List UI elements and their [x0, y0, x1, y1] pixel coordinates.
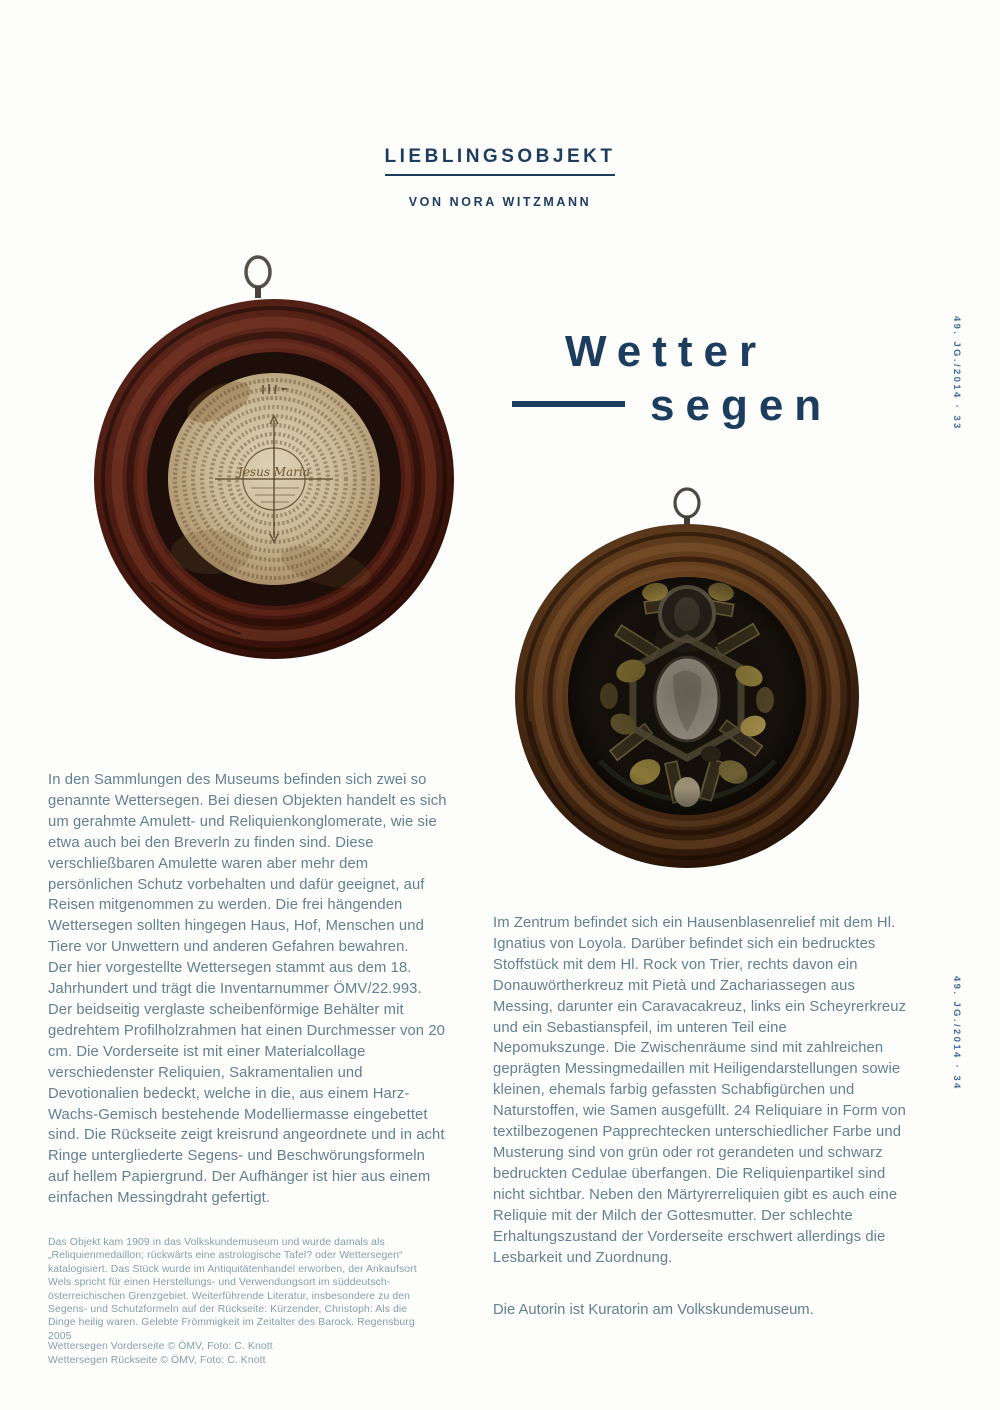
caption-back: Wettersegen Rückseite © ÖMV, Foto: C. Knott [48, 1354, 266, 1366]
paragraph: Im Zentrum befindet sich ein Hausenblasenrelief mit dem Hl. Ignatius von Loyola. Darüber befindet sich ein bedrucktes Stoffstück mit dem Hl. Rock von Trier, rechts davon ein Donauwörtherkreuz mit Pietà und Zachariassegen aus Messing, darunter ein Caravacakreuz, links ein Scheyrerkreuz und ein Sebastianspfeil, im unteren Teil eine Nepomukszunge. Die Zwischenräume sind mit zahlreichen geprägten Messingmedaillen mit Heiligendarstellungen sowie kleinen, ehemals farbig gefassten Schabfigürchen und Naturstoffen, wie Samen ausgefüllt. 24 Reliquiare in Form von textilbezogenen Papprechtecken unterschiedlicher Farbe und Musterung sind von grün oder rot gerandeten und schwarz bedruckten Cedulae überfangen. Die Reliquienpartikel sind nicht sichtbar. Neben den Märtyrerreliquien gibt es auch eine Reliquie mit der Milch der Gottesmutter. Der schlechte Erhaltungszustand der Vorderseite erschwert allerdings die Lesbarkeit und Zuordnung. [493, 915, 907, 1266]
page-marker-bottom: 49. JG./2014 · 34 [951, 976, 962, 1091]
right-column [493, 913, 907, 1268]
paper-disc-illustration [91, 252, 457, 664]
byline: VON NORA WITZMANN [408, 195, 592, 209]
photo-captions [48, 1340, 436, 1367]
wettersegen-paper-disc-photo [91, 252, 457, 669]
relic-collage-illustration [505, 486, 865, 886]
wettersegen-relic-collage-photo [505, 486, 865, 891]
paragraph: In den Sammlungen des Museums befinden sich zwei so genannte Wettersegen. Bei diesen Objekten handelt es sich um gerahmte Amulett- und Reliquienkonglomerate, wie sie etwa auch bei den Breverln zu finden sind. Diese verschließbaren Amulette waren aber mehr dem persönlichen Schutz vorbehalten und dafür geeignet, auf Reisen mitgenommen zu werden. Die frei hängenden Wettersegen sollten hingegen Haus, Hof, Menschen und Tiere vor Unwettern und anderen Gefahren bewahren. [48, 772, 447, 956]
article-title-line2: segen [650, 381, 833, 430]
paragraph: Der hier vorgestellte Wettersegen stammt aus dem 18. Jahrhundert und trägt die Inventarnummer ÖMV/22.993. Der beidseitig verglaste scheibenförmige Behälter mit gedrehtem Profilholzrahmen hat einen Durchmesser von 20 cm. Die Vorderseite ist mit einer Materialcollage verschiedenster Reliquien, Sakramentalien und Devotionalien bedeckt, welche in die, aus einem Harz-Wachs-Gemisch bestehende Modelliermasse eingebettet sind. Die Rückseite zeigt kreisrund angeordnete und in acht Ringe untergliederte Segens- und Beschwörungsformeln auf hellem Papiergrund. Der Aufhänger ist hier aus einem einfachen Messingdraht gefertigt. [48, 960, 446, 1207]
page-marker-top: 49. JG./2014 · 33 [951, 316, 962, 431]
caption-front: Wettersegen Vorderseite © ÖMV, Foto: C. Knott [48, 1341, 273, 1352]
article-title-line1: Wetter [565, 327, 768, 376]
hanging-ring-icon [675, 489, 699, 526]
page-kicker: LIEBLINGSOBJEKT [385, 146, 616, 176]
title-rule [512, 401, 625, 407]
author-note: Die Autorin ist Kuratorin am Volkskundemuseum. [493, 1302, 814, 1318]
footnote: Das Objekt kam 1909 in das Volkskundemuseum und wurde damals als „Reliquienmedaillon; rückwärts eine astrologische Tafel? oder Wettersegen“ katalogisiert. Das Stück wurde im Antiquitätenhandel erworben, der Ankaufsort Wels spricht für einen Herstellungs- und Verwendungsort im süddeutsch-österreichischen Grenzgebiet. Weiterführende Literatur, insbesondere zu den Segens- und Schutzformeln auf der Rückseite: Kürzender, Christoph: Als die Dinge heilig waren. Gelebte Frömmigkeit im Zeitalter des Barock. Regensburg 2005 [48, 1237, 417, 1342]
disc-centre-inscription: Jesus Maria [238, 465, 310, 479]
hanging-ring-icon [246, 257, 270, 298]
left-column [48, 770, 450, 1209]
